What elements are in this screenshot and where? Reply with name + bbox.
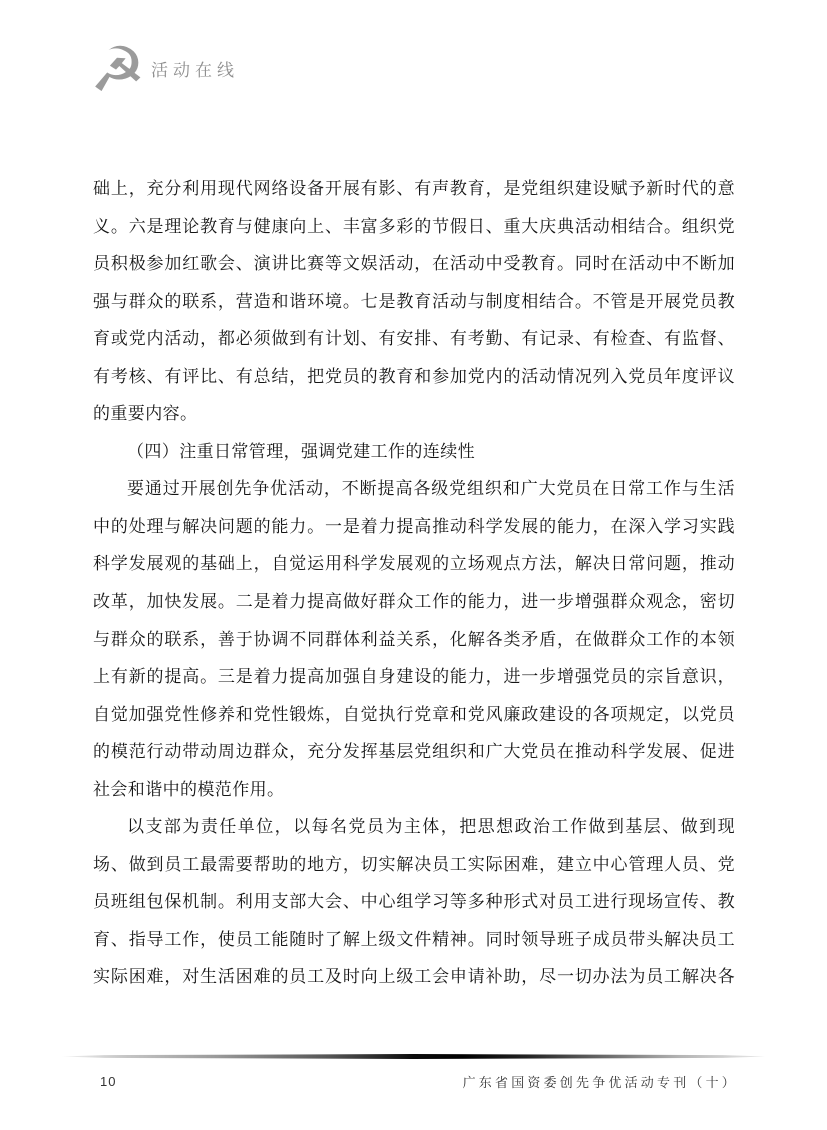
hammer-and-sickle-icon: ☭	[90, 33, 146, 106]
text-line: 员积极参加红歌会、演讲比赛等文娱活动，在活动中受教育。同时在活动中不断加	[93, 254, 735, 274]
body-text	[93, 170, 735, 996]
page-number: 10	[100, 1074, 117, 1089]
text-line: 要通过开展创先争优活动，不断提高各级党组织和广大党员在日常工作与生活	[127, 479, 735, 499]
text-line: 实际困难，对生活困难的员工及时向上级工会申请补助，尽一切办法为员工解决各	[93, 967, 735, 987]
brand-title: 活动在线	[151, 61, 239, 80]
text-line: 与群众的联系，善于协调不同群体利益关系，化解各类矛盾，在做群众工作的本领	[93, 629, 735, 649]
text-line: 的重要内容。	[93, 404, 198, 424]
text-line: 的模范行动带动周边群众，充分发挥基层党组织和广大党员在推动科学发展、促进	[93, 742, 735, 762]
text-line: 自觉加强党性修养和党性锻炼，自觉执行党章和党风廉政建设的各项规定，以党员	[93, 704, 735, 724]
text-line: 场、做到员工最需要帮助的地方，切实解决员工实际困难，建立中心管理人员、党	[93, 854, 735, 874]
journal-title: 广东省国资委创先争优活动专刊（十）	[462, 1075, 738, 1090]
text-line: 义。六是理论教育与健康向上、丰富多彩的节假日、重大庆典活动相结合。组织党	[93, 216, 735, 236]
text-line: 育或党内活动，都必须做到有计划、有安排、有考勤、有记录、有检查、有监督、	[93, 329, 735, 349]
text-line: 础上，充分利用现代网络设备开展有影、有声教育，是党组织建设赋予新时代的意	[93, 179, 735, 198]
text-line: 员班组包保机制。利用支部大会、中心组学习等多种形式对员工进行现场宣传、教	[93, 892, 735, 912]
text-line: 社会和谐中的模范作用。	[93, 779, 285, 799]
text-line: 有考核、有评比、有总结，把党员的教育和参加党内的活动情况列入党员年度评议	[93, 366, 735, 386]
text-line: 中的处理与解决问题的能力。一是着力提高推动科学发展的能力，在深入学习实践	[93, 516, 735, 536]
text-line: 科学发展观的基础上，自觉运用科学发展观的立场观点方法，解决日常问题，推动	[93, 554, 735, 574]
text-line: 上有新的提高。三是着力提高加强自身建设的能力，进一步增强党员的宗旨意识，	[93, 667, 735, 687]
text-line: 改革，加快发展。二是着力提高做好群众工作的能力，进一步增强群众观念，密切	[93, 592, 735, 612]
footer-divider	[62, 1054, 765, 1059]
text-line: （四）注重日常管理，强调党建工作的连续性	[127, 441, 475, 461]
text-line: 强与群众的联系，营造和谐环境。七是教育活动与制度相结合。不管是开展党员教	[93, 291, 735, 311]
text-line: 以支部为责任单位，以每名党员为主体，把思想政治工作做到基层、做到现	[127, 817, 735, 837]
text-line: 育、指导工作，使员工能随时了解上级文件精神。同时领导班子成员带头解决员工	[93, 929, 735, 949]
